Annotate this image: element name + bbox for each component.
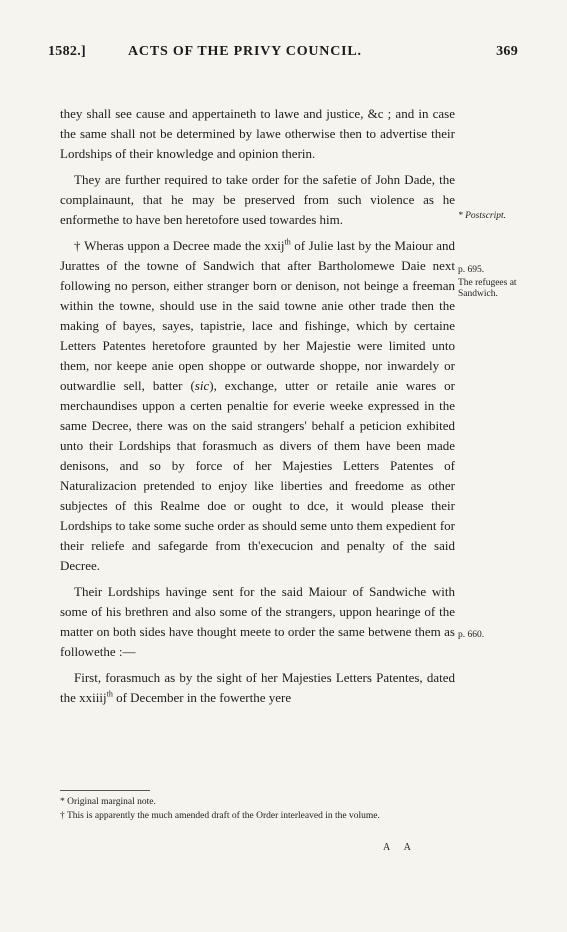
paragraph: First, forasmuch as by the sight of her Majesties Letters Patentes, dated the xxiiij$^{th}$ of December in the fowerthe yere (60, 670, 455, 705)
footnote-rule (60, 790, 150, 791)
header-title: ACTS OF THE PRIVY COUNCIL. (128, 44, 362, 59)
paragraph: † Wheras uppon a Decree made the xxij$^{th}$ of Julie last by the Maiour and Jurattes of the towne of Sandwich that after Bartholomewe Daie next following no person, either stranger born or denison, not beinge a freeman within the towne, should use in the said towne anie other trade then the making of bayes, sayes, tapistrie, lace and fishinge, which by certaine Letters Patentes heretofore graunted by her Majestie were limited unto them, nor keepe anie open shoppe or outwarde shoppe, nor inwardely or outwardlie sell, batter (sic), exchange, utter or retaile anie wares or merchaundises uppon a certen penaltie for everie weeke expressed in the same Decree, there was on the said strangers' behalf a peticion exhibited unto their Lordships that forasmuch as divers of them have been made denisons, and so by force of her Majesties Letters Patentes of Naturalizacion pretended to enjoy like liberties and freedome as other subjectes of this Realme doe or ought to dce, it would please their Lordships to take some suche order as should seme unto them expedient for their reliefe and safegarde from th'execucion and penalty of the said Decree. (60, 237, 455, 573)
paragraph: they shall see cause and appertaineth to lawe and justice, &c ; and in case the same shall not be determined by lawe otherwise then to advertise their Lordships of their knowledge and opinion therin. (60, 106, 455, 161)
body-text (60, 104, 455, 714)
running-header (48, 44, 518, 66)
footnotes (60, 796, 460, 824)
header-year: 1582.] (48, 44, 86, 59)
paragraph: Their Lordships havinge sent for the said Maiour of Sandwiche with some of his brethren and also some of the strangers, uppon hearinge of the matter on both sides have thought meete to order the same betwene them as followethe :— (60, 584, 455, 659)
footnote: † This is apparently the much amended draft of the Order interleaved in the volume. (60, 811, 380, 821)
margin-note-page-695: p. 695. (458, 265, 485, 275)
footnote: * Original marginal note. (60, 797, 156, 807)
margin-note-page-660: p. 660. (458, 630, 485, 640)
paragraph: They are further required to take order for the safetie of John Dade, the complainaunt, that he may be preserved from such violence as he enformethe to have ben heretofore used towardes him. (60, 172, 455, 227)
page-number: 369 (496, 44, 518, 59)
signature-mark: A A (383, 842, 417, 853)
margin-note-postscript: * Postscript. (458, 211, 507, 221)
margin-note-refugees: The refugees at Sandwich. (458, 278, 517, 299)
